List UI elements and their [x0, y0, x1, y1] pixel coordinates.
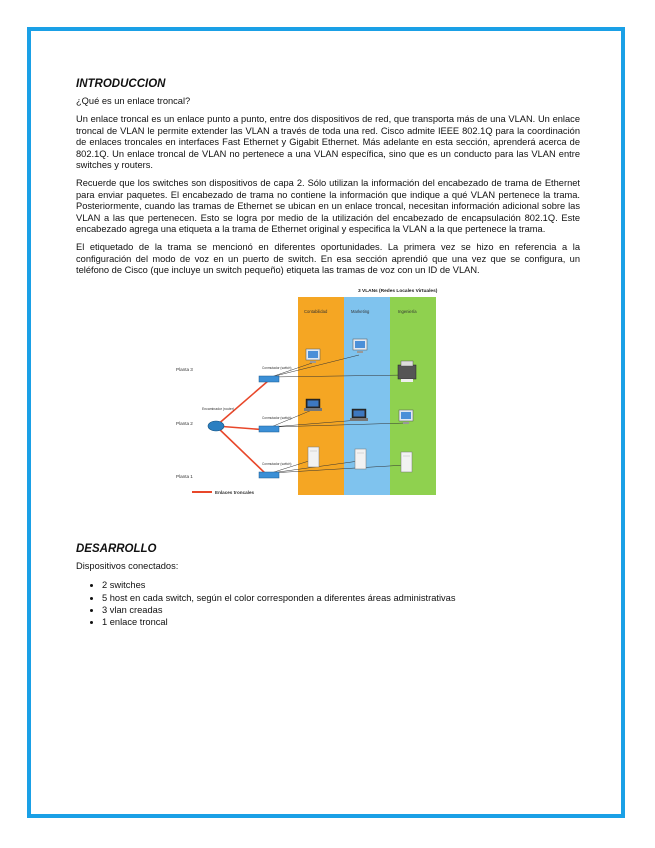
list-item: • 2 switches [102, 579, 580, 591]
floor-label-3: Planta 3 [176, 366, 193, 372]
floor-label-1: Planta 1 [176, 473, 193, 479]
column-marketing [344, 297, 390, 495]
column-label-contabilidad: Contabilidad [304, 308, 328, 314]
development-heading: DESARROLLO [76, 542, 157, 555]
intro-question: ¿Qué es un enlace troncal? [76, 96, 191, 106]
intro-paragraph-3: El etiquetado de la trama se mencionó en diferentes oportunidades. La primera vez se hizo en referencia a la configuración del modo de voz en un puerto de switch. En esa sección aprendió que una vez que se configura, un teléfono de Cisco (que incluye un switch pequeño) etiqueta las tramas de voz con un ID de VLAN. [76, 242, 580, 276]
list-item: • 1 enlace troncal [102, 616, 580, 628]
switch-icon [259, 426, 279, 432]
column-label-marketing: Marketing [351, 308, 370, 314]
intro-heading: INTRODUCCION [76, 78, 166, 90]
development-intro: Dispositivos conectados: [76, 560, 179, 571]
vlan-diagram-svg [76, 285, 580, 497]
diagram-title: 3 VLANs (Redes Locales Virtuales) [358, 288, 438, 294]
laptop-icon [350, 409, 368, 421]
intro-paragraph-1: Un enlace troncal es un enlace punto a punto, entre dos dispositivos de red, que transporta más de una VLAN. Un enlace troncal de VLAN le permite extender las VLAN a través de toda una red. Cisco admite IEEE 802.1Q para la coordinación de enlaces troncales en interfaces Fast Ethernet y Gigabit Ethernet. Más adelante en esta sección, aprenderá acerca de 802.1Q. Un enlace troncal de VLAN no pertenece a una VLAN específica, sino que es un conducto para las VLAN entre switches y routers. [76, 114, 580, 171]
router-icon [208, 421, 224, 431]
switch-icon [259, 472, 279, 478]
column-label-ingenieria: Ingeniería [398, 308, 417, 314]
legend-label: Enlaces troncales [215, 489, 255, 495]
server-icon [401, 452, 412, 472]
switch-label-1: Conmutador (switch) [262, 461, 292, 466]
document-content [76, 78, 580, 629]
list-item: • 5 host en cada switch, según el color corresponden a diferentes áreas administrativas [102, 592, 580, 604]
vlan-diagram [76, 285, 580, 497]
switch-label-2: Conmutador (switch) [262, 415, 292, 420]
floor-label-2: Planta 2 [176, 420, 193, 426]
device-list [76, 579, 580, 629]
column-contabilidad [298, 297, 344, 495]
intro-paragraph-2: Recuerde que los switches son dispositivos de capa 2. Sólo utilizan la información del encabezado de trama de Ethernet para enviar paquetes. El encabezado de trama no contiene la información que indique a qué VLAN pertenece la trama. Posteriormente, cuando las tramas de Ethernet se ubican en un enlace troncal, necesitan información adicional sobre las VLAN a las que pertenecen. Esto se logra por medio de la utilización del encabezado de encapsulación 802.1Q. Este encabezado agrega una etiqueta a la trama de Ethernet original y especifica la VLAN a la que pertenece la trama. [76, 178, 580, 235]
server-icon [355, 449, 366, 469]
switch-icon [259, 376, 279, 382]
list-item: • 3 vlan creadas [102, 604, 580, 616]
switch-label-3: Conmutador (switch) [262, 365, 292, 370]
router-label: Encaminador (router) [202, 406, 235, 411]
server-icon [308, 447, 319, 467]
laptop-icon [304, 399, 322, 411]
